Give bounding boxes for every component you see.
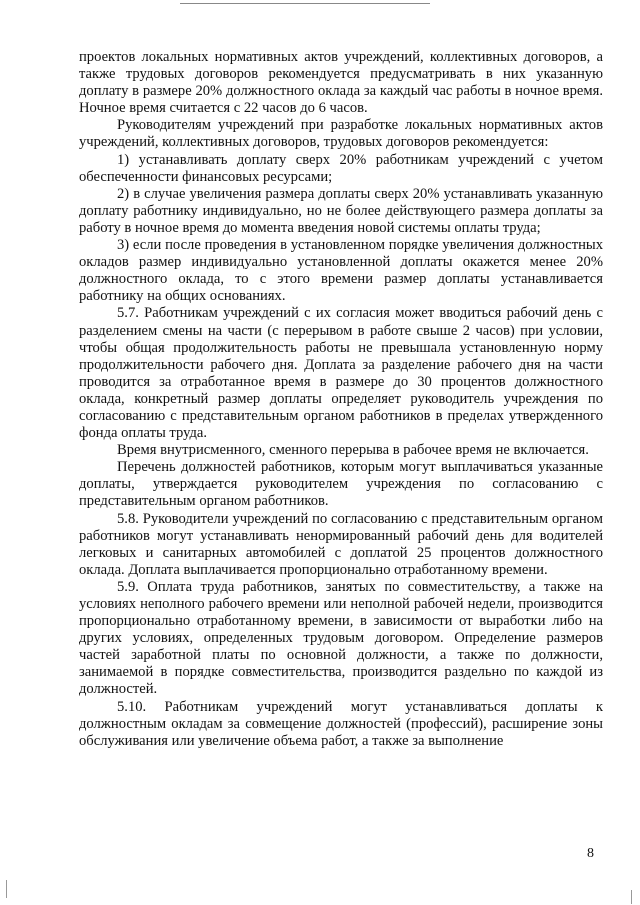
page-text	[79, 49, 603, 750]
paragraph: 1) устанавливать доплату сверх 20% работникам учреждений с учетом обеспеченности финансовых ресурсами;	[79, 151, 603, 185]
paragraph: 5.9. Оплата труда работников, занятых по совместительству, а также на условиях неполного рабочего времени или неполной рабочей недели, производится пропорционально отработанному времени, в зависимости от выработки либо на других условиях, определенных трудовым договором. Определение размеров частей заработной платы по основной должности, а также по должности, занимаемой в порядке совместительства, производится раздельно по каждой из должностей.	[79, 578, 603, 698]
paragraph: 5.7. Работникам учреждений с их согласия может вводиться рабочий день с разделением смены на части (с перерывом в работе свыше 2 часов) при условии, чтобы общая продолжительность работы не превышала установленную норму продолжительности рабочего дня. Доплата за разделение рабочего дня на части проводится за отработанное время в размере до 30 процентов должностного оклада, конкретный размер доплаты определяет руководитель учреждения по согласованию с представительным органом работников в пределах утвержденного фонда оплаты труда.	[79, 305, 603, 442]
paragraph: 3) если после проведения в установленном порядке увеличения должностных окладов размер индивидуально установленной доплаты окажется менее 20% должностного оклада, то с этого времени размер доплаты устанавливается работнику на общих основаниях.	[79, 237, 603, 305]
paragraph: Время внутрисменного, сменного перерыва в рабочее время не включается.	[117, 442, 589, 459]
paragraph: Руководителям учреждений при разработке локальных нормативных актов учреждений, коллективных договоров, трудовых договоров рекомендуется:	[79, 117, 603, 151]
paragraph: 2) в случае увеличения размера доплаты сверх 20% устанавливать указанную доплату работнику индивидуально, но не более действующего размера доплаты за работу в ночное время до момента введения новой системы оплаты труда;	[79, 185, 603, 236]
margin-mark	[631, 890, 632, 904]
paragraph: 5.8. Руководители учреждений по согласованию с представительным органом работников могут устанавливать ненормированный рабочий день для водителей легковых и санитарных автомобилей с доплатой 25 процентов должностного оклада. Доплата выплачивается пропорционально отработанному времени.	[79, 510, 603, 578]
margin-mark	[6, 880, 7, 898]
paragraph: проектов локальных нормативных актов учреждений, коллективных договоров, а также трудовых договоров рекомендуется предусматривать в них указанную доплату в размере 20% должностного оклада за каждый час работы в ночное время. Ночное время считается с 22 часов до 6 часов.	[79, 49, 603, 117]
paragraph: 5.10. Работникам учреждений могут устанавливаться доплаты к должностным окладам за совмещение должностей (профессий), расширение зоны обслуживания или увеличение объема работ, а также за выполнение	[79, 698, 603, 749]
page-number: 8	[587, 846, 594, 861]
paragraph: Перечень должностей работников, которым могут выплачиваться указанные доплаты, утверждается руководителем учреждения по согласованию с представительным органом работников.	[79, 459, 603, 510]
top-rule	[180, 3, 430, 4]
